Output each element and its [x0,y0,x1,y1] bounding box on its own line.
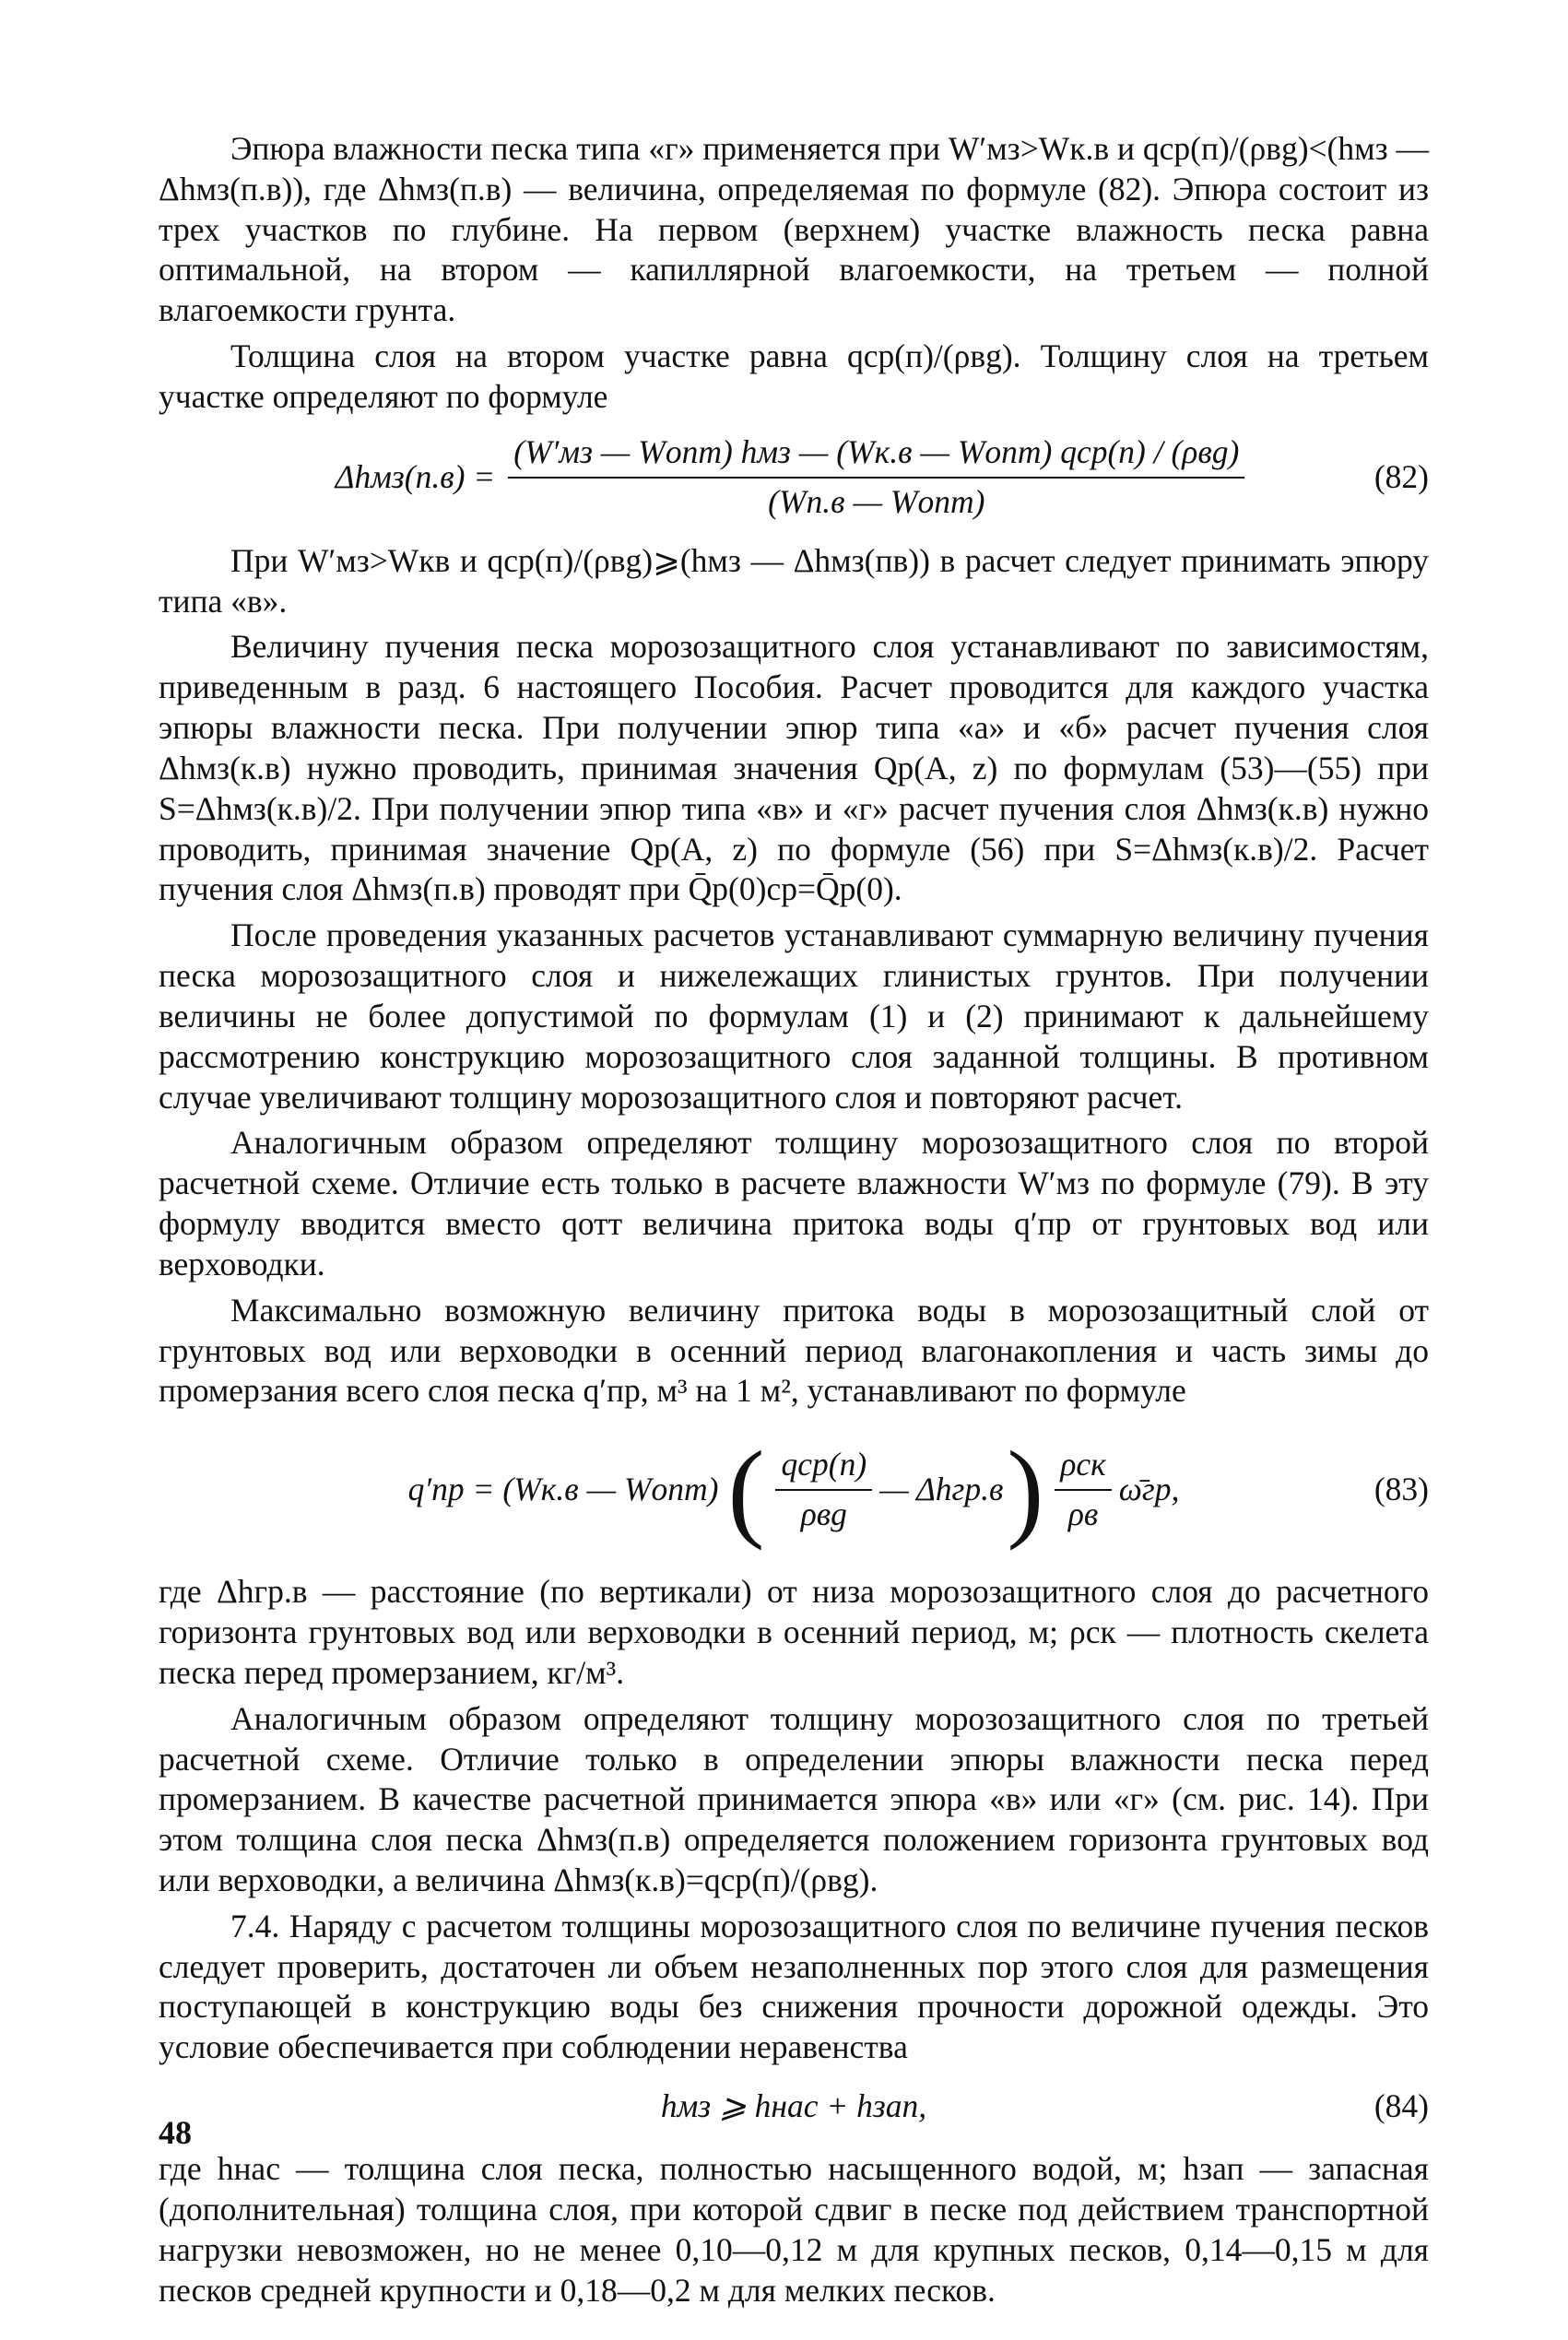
paragraph: где hнас — толщина слоя песка, полностью насыщенного водой, м; hзап — запасная (дополнительная) толщина слоя, при которой сдвиг в песке под действием транспортной нагрузки невозможен, но не менее 0,10—0,12 м для крупных песков, 0,14—0,15 м для песков средней крупности и 0,18—0,2 м для мелких песков. [159,2150,1429,2309]
fraction-numerator: ρск [1055,1445,1111,1491]
fraction [508,432,1244,523]
equation-number: (83) [1373,1471,1429,1508]
paragraph: где Δhгр.в — расстояние (по вертикали) от низа морозозащитного слоя до расчетного горизонта грунтовых вод или верховодки в осенний период, м; ρск — плотность скелета песка перед промерзанием, кг/м³. [159,1573,1429,1691]
paragraph: Аналогичным образом определяют толщину морозозащитного слоя по второй расчетной схеме. Отличие есть только в расчете влажности W′мз по формуле (79). В эту формулу вводится вместо qотт величина притока воды q′пр от грунтовых вод или верховодки. [159,1124,1429,1282]
fraction-denominator: ρвg [800,1495,847,1533]
formula-82 [159,427,1429,528]
formula-term: — Δhгр.в [879,1471,1004,1508]
page-number: 48 [159,2114,192,2151]
formula-lhs: q′пр = (Wк.в — Wопт) [407,1471,719,1508]
formula-expression: hмз ⩾ hнас + hзап, [660,2087,927,2125]
paragraph: Величину пучения песка морозозащитного слоя устанавливают по зависимостям, приведенным в разд. 6 настоящего Пособия. Расчет проводится для каждого участка эпюры влажности песка. При получении эпюр типа «а» и «б» расчет пучения слоя Δhмз(к.в) нужно проводить, принимая значения Qр(A, z) по формулам (53)—(55) при S=Δhмз(к.в)/2. При получении эпюр типа «в» и «г» расчет пучения слоя Δhмз(к.в) нужно проводить, принимая значение Qр(A, z) по формуле (56) при S=Δhмз(к.в)/2. Расчет пучения слоя Δhмз(п.в) проводят при Q̄р(0)ср=Q̄р(0). [159,628,1429,908]
document-page [159,129,1429,2316]
paragraph: Максимально возможную величину притока воды в морозозащитный слой от грунтовых вод или верховодки в осенний период влагонакопления и часть зимы до промерзания всего слоя песка q′пр, м³ на 1 м², устанавливают по формуле [159,1291,1429,1410]
formula-83 [159,1421,1429,1559]
paragraph: Аналогичным образом определяют толщину морозозащитного слоя по третьей расчетной схеме. Отличие только в определении эпюры влажности песка перед промерзанием. В качестве расчетной принимается эпюра «в» или «г» (см. рис. 14). При этом толщина слоя песка Δhмз(п.в) определяется положением горизонта грунтовых вод или верховодки, а величина Δhмз(к.в)=qср(п)/(ρвg). [159,1699,1429,1898]
equation-number: (84) [1373,2087,1429,2125]
fraction-numerator: (W′мз — Wопт) hмз — (Wк.в — Wопт) qср(п) / (ρвg) [508,432,1244,479]
left-parenthesis: ( [727,1428,765,1552]
right-parenthesis: ) [1007,1428,1044,1552]
paragraph: 7.4. Наряду с расчетом толщины морозозащитного слоя по величине пучения песков следует проверить, достаточен ли объем незаполненных пор этого слоя для размещения поступающей в конструкцию воды без снижения прочности дорожной одежды. Это условие обеспечивается при соблюдении неравенства [159,1907,1429,2066]
fraction-numerator: qср(п) [775,1445,872,1491]
fraction [775,1445,872,1535]
formula-84 [159,2077,1429,2136]
formula-lhs: Δhмз(п.в) = [335,457,496,495]
paragraph: Эпюра влажности песка типа «г» применяется при W′мз>Wк.в и qср(п)/(ρвg)<(hмз — Δhмз(п.в)), где Δhмз(п.в) — величина, определяемая по формуле (82). Эпюра состоит из трех участков по глубине. На первом (верхнем) участке влажность песка равна оптимальной, на втором — капиллярной влагоемкости, на третьем — полной влагоемкости грунта. [159,130,1429,329]
equation-number: (82) [1373,457,1429,495]
paragraph: Толщина слоя на втором участке равна qср(п)/(ρвg). Толщину слоя на третьем участке определяют по формуле [159,337,1429,415]
fraction-denominator: (Wп.в — Wопт) [768,482,985,520]
fraction-denominator: ρв [1067,1495,1099,1533]
formula-term: ω̄гр, [1118,1471,1180,1508]
fraction [1055,1445,1111,1535]
paragraph: После проведения указанных расчетов устанавливают суммарную величину пучения песка морозозащитного слоя и нижележащих глинистых грунтов. При получении величины не более допустимой по формулам (1) и (2) принимают к дальнейшему рассмотрению конструкцию морозозащитного слоя заданной толщины. В противном случае увеличивают толщину морозозащитного слоя и повторяют расчет. [159,916,1429,1116]
paragraph: При W′мз>Wкв и qср(п)/(ρвg)⩾(hмз — Δhмз(пв)) в расчет следует принимать эпюру типа «в». [159,541,1429,620]
